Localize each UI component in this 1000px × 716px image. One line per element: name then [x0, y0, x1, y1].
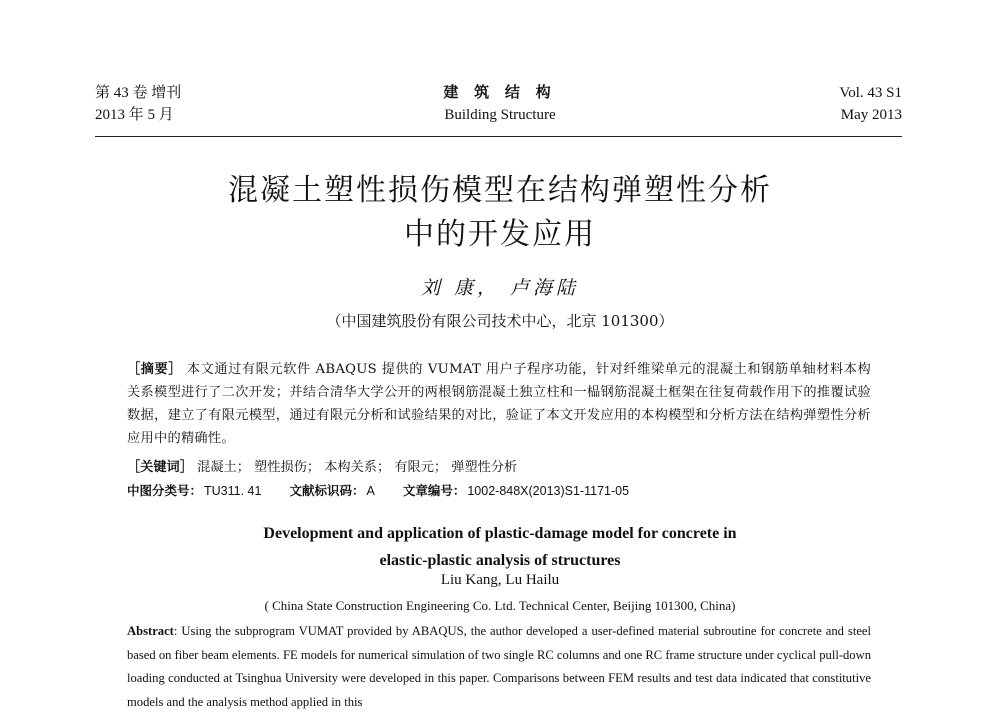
abstract-en-label: Abstract [127, 624, 174, 638]
doc-code-label: 文献标识码： [289, 484, 365, 498]
authors-en: Liu Kang, Lu Hailu [440, 572, 560, 588]
header-vol-en: Vol. 43 S1 [839, 85, 902, 101]
classification-line [127, 481, 871, 499]
abstract-cn-text: 本文通过有限元软件 ABAQUS 提供的 VUMAT 用户子程序功能，针对纤维梁单元的混凝土和钢筋单轴材料本构关系模型进行了二次开发；并结合清华大学公开的两根钢筋混凝土独立柱和一榀钢筋混凝土框架在往复荷载作用下的推覆试验数据，建立了有限元模型，通过有限元分析和试验结果的对比，验证了本文开发应用的本构模型和分析方法在结构弹塑性分析应用中的精确性。 [127, 362, 871, 446]
title-en-line2: elastic-plastic analysis of structures [379, 552, 621, 569]
title-en-line1: Development and application of plastic-damage model for concrete in [263, 525, 737, 542]
header-volume: 第 43 卷 增刊 [95, 85, 182, 101]
clc-value: TU311. 41 [204, 484, 262, 498]
article-no-value: 1002-848X(2013)S1-1171-05 [467, 484, 630, 498]
keywords-cn-text: 混凝土； 塑性损伤； 本构关系； 有限元； 弹塑性分析 [197, 460, 518, 475]
doc-code-value: A [366, 484, 375, 498]
header-date: 2013 年 5 月 [95, 107, 174, 123]
keywords-cn-label: ［关键词］ [127, 460, 193, 475]
abstract-en [127, 620, 871, 714]
authors-cn: 刘 康， 卢海陆 [420, 277, 580, 299]
clc-label: 中图分类号： [127, 484, 203, 498]
header-date-en: May 2013 [840, 107, 902, 123]
affiliation-cn: （中国建筑股份有限公司技术中心，北京 101300） [326, 312, 674, 330]
title-cn-line1: 混凝土塑性损伤模型在结构弹塑性分析 [228, 173, 772, 208]
header-journal-cn: 建 筑 结 构 [443, 85, 557, 101]
header-journal-en: Building Structure [444, 107, 556, 123]
header-rule [95, 136, 902, 137]
keywords-cn [127, 456, 871, 475]
article-no-label: 文章编号： [402, 484, 466, 498]
abstract-en-text: : Using the subprogram VUMAT provided by ABAQUS, the author developed a user-defined material subroutine for concrete and steel based on fiber beam elements. FE models for numerical simulation of two single RC columns and one RC frame structure under cyclical pull-down loading conducted at Tsinghua University were developed in this paper. Comparisons between FEM results and test data indicated that constitutive models and the analysis method applied in this [127, 624, 871, 709]
abstract-cn [127, 358, 871, 450]
title-cn-line2: 中的开发应用 [404, 217, 596, 252]
affiliation-en: ( China State Construction Engineering Co. Ltd. Technical Center, Beijing 101300, China) [264, 598, 736, 613]
abstract-cn-label: ［摘要］ [127, 362, 183, 377]
title-en [0, 520, 1000, 574]
